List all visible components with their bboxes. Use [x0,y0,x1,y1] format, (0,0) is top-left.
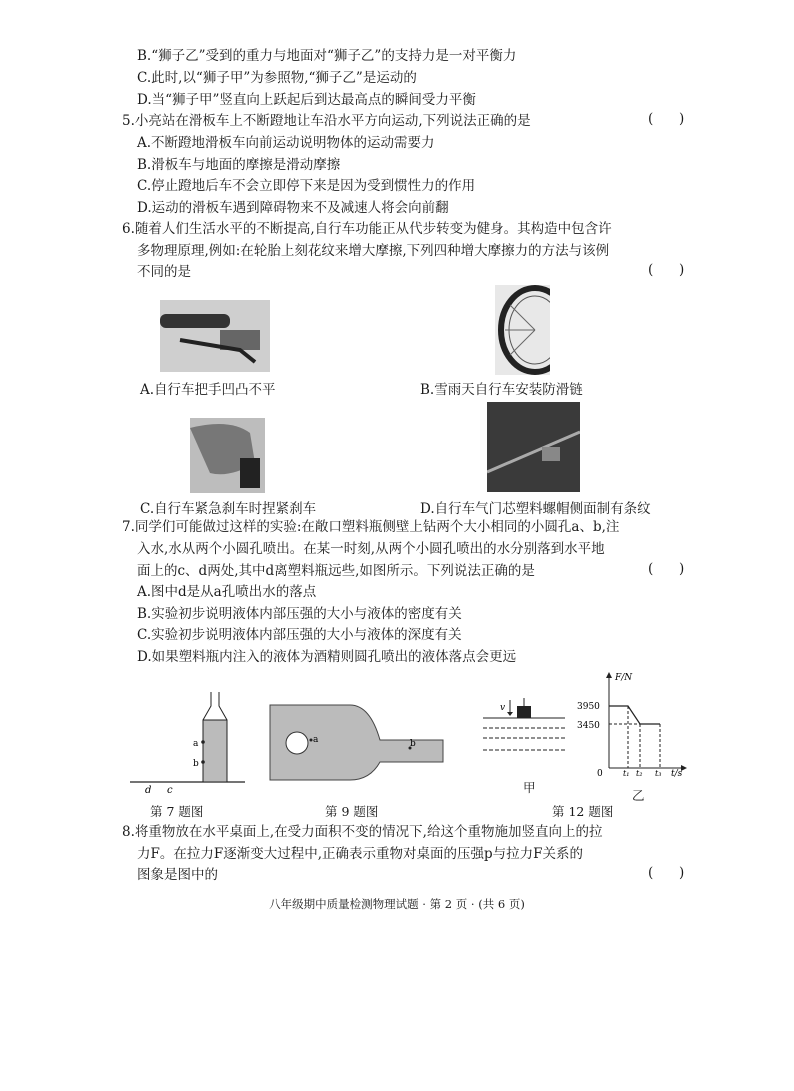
fig9-caption: 第 9 题图 [325,804,379,819]
q6-stem-1: 6.随着人们生活水平的不断提高,自行车功能正从代步转变为健身。其构造中包含许 [122,221,612,237]
q7-stem-2: 入水,水从两个小圆孔喷出。在某一时刻,从两个小圆孔喷出的水分别落到水平地 [137,541,605,557]
fig7-label-d: d [145,785,152,796]
q6-option-c: C.自行车紧急刹车时捏紧刹车 [140,501,317,517]
fig9-label-b: b [410,739,416,749]
fig7-label-b: b [193,759,199,769]
page-footer: 八年级期中质量检测物理试题 · 第 2 页 · (共 6 页) [269,897,525,911]
fig12-jia-diagram [483,698,565,750]
q8-stem-3: 图象是图中的 [137,867,218,883]
fig7-label-c: c [167,785,173,796]
fig7-caption: 第 7 题图 [150,804,204,819]
q5-option-c: C.停止蹬地后车不会立即停下来是因为受到惯性力的作用 [137,178,476,194]
q6-option-b: B.雪雨天自行车安装防滑链 [420,382,583,398]
fig9-pipe-diagram [270,705,443,780]
fig12-t1: t₁ [623,769,630,778]
fig9-label-a: a [313,735,319,745]
q7-stem-3: 面上的c、d两处,其中d离塑料瓶远些,如图所示。下列说法正确的是 [137,563,535,579]
fig12-yi-caption: 乙 [632,788,645,803]
fig12-yi-graph [577,672,687,779]
fig12-y-3950: 3950 [577,702,600,712]
q5-stem: 5.小亮站在滑板车上不断蹬地让车沿水平方向运动,下列说法正确的是 [122,113,531,129]
q5-option-a: A.不断蹬地滑板车向前运动说明物体的运动需要力 [137,135,435,151]
q4-option-c: C.此时,以“狮子甲”为参照物,“狮子乙”是运动的 [137,70,417,86]
handlebar-photo [160,300,270,372]
q7-stem-1: 7.同学们可能做过这样的实验:在敞口塑料瓶侧壁上钻两个大小相同的小圆孔a、b,注 [122,519,620,535]
fig7-bottle-diagram [130,692,245,796]
q7-option-d: D.如果塑料瓶内注入的液体为酒精则圆孔喷出的液体落点会更远 [137,649,517,665]
q8-answer-parens: ( ) [648,865,685,881]
q4-option-d: D.当“狮子甲”竖直向上跃起后到达最高点的瞬间受力平衡 [137,92,476,108]
fig12-axis-t: t/s [671,769,683,779]
q7-option-a: A.图中d是从a孔喷出水的落点 [137,584,317,600]
q7-answer-parens: ( ) [648,561,685,577]
q7-option-b: B.实验初步说明液体内部压强的大小与液体的密度有关 [137,606,462,622]
q5-answer-parens: ( ) [648,111,685,127]
q6-option-d: D.自行车气门芯塑料螺帽侧面制有条纹 [420,501,651,517]
brake-grip-photo [190,418,265,493]
q8-stem-1: 8.将重物放在水平桌面上,在受力面积不变的情况下,给这个重物施加竖直向上的拉 [122,824,603,840]
wheel-chain-photo [495,285,550,375]
valve-cap-photo [487,402,580,492]
fig12-axis-f: F/N [615,673,633,683]
q6-answer-parens: ( ) [648,262,685,278]
fig12-jia-caption: 甲 [523,780,536,795]
q6-option-a: A.自行车把手凹凸不平 [140,382,276,398]
q6-stem-3: 不同的是 [137,264,191,280]
fig12-origin: 0 [597,769,603,779]
fig12-t3: t₃ [655,769,662,778]
fig12-y-3450: 3450 [577,721,600,731]
figures-row [125,670,745,820]
q5-option-b: B.滑板车与地面的摩擦是滑动摩擦 [137,157,341,173]
q5-option-d: D.运动的滑板车遇到障碍物来不及减速人将会向前翻 [137,200,449,216]
fig12-t2: t₂ [636,769,643,778]
fig12-label-v: v [500,703,506,713]
fig12-caption: 第 12 题图 [552,804,614,819]
q7-option-c: C.实验初步说明液体内部压强的大小与液体的深度有关 [137,627,462,643]
q4-option-b: B.“狮子乙”受到的重力与地面对“狮子乙”的支持力是一对平衡力 [137,48,517,64]
q6-stem-2: 多物理原理,例如:在轮胎上刻花纹来增大摩擦,下列四种增大摩擦力的方法与该例 [137,243,610,259]
fig7-label-a: a [193,739,199,749]
q8-stem-2: 力F。在拉力F逐渐变大过程中,正确表示重物对桌面的压强p与拉力F关系的 [137,846,584,862]
